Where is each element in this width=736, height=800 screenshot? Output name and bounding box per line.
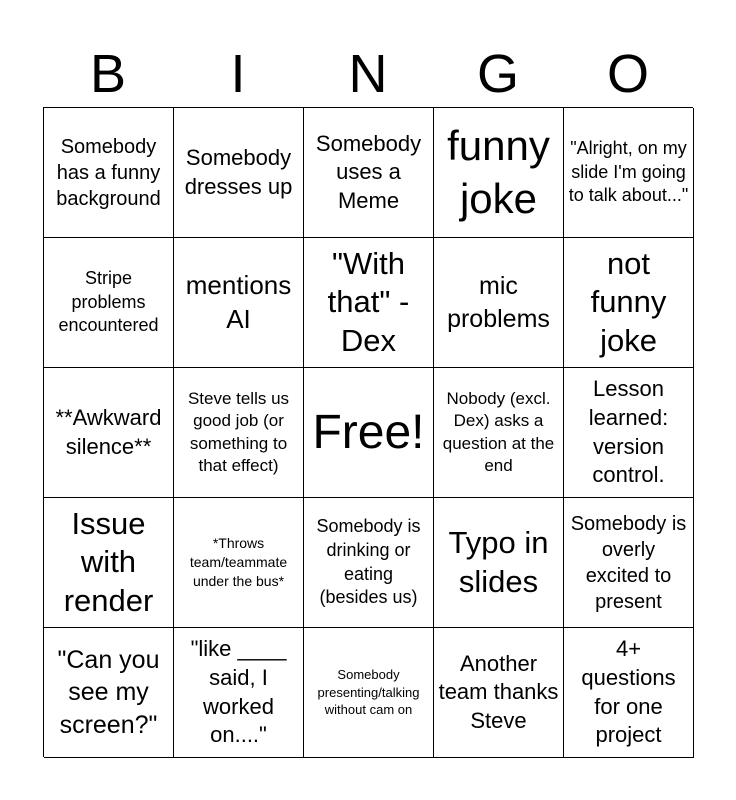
cell-text: Another team thanks Steve [438, 650, 559, 733]
bingo-cell-o2[interactable] [564, 238, 694, 368]
bingo-cell-b2[interactable] [44, 238, 174, 368]
bingo-cell-g2[interactable] [434, 238, 564, 368]
bingo-cell-g1[interactable] [434, 108, 564, 238]
cell-text: "Alright, on my slide I'm going to talk about..." [568, 137, 689, 206]
cell-text: Steve tells us good job (or something to that effect) [187, 388, 290, 475]
bingo-cell-n4[interactable] [304, 498, 434, 628]
bingo-cell-n5[interactable] [304, 628, 434, 758]
cell-text: Somebody is drinking or eating (besides us) [316, 516, 421, 608]
bingo-cell-i4[interactable] [174, 498, 304, 628]
bingo-cell-n3[interactable] [304, 368, 434, 498]
bingo-cell-b5[interactable] [44, 628, 174, 758]
free-space: Free! [312, 405, 425, 459]
bingo-cell-b4[interactable] [44, 498, 174, 628]
header-letter-i: I [230, 44, 246, 104]
cell-text: Typo in slides [448, 525, 549, 599]
bingo-cell-i5[interactable] [174, 628, 304, 758]
bingo-cell-o4[interactable] [564, 498, 694, 628]
bingo-cell-i1[interactable] [174, 108, 304, 238]
bingo-cell-n1[interactable] [304, 108, 434, 238]
cell-text: Somebody presenting/talking without cam on [317, 667, 420, 718]
cell-text: Stripe problems encountered [58, 267, 159, 336]
cell-text: Somebody uses a Meme [315, 130, 422, 213]
header-letter-n: N [348, 44, 388, 104]
cell-text: Nobody (excl. Dex) asks a question at the end [442, 388, 555, 475]
cell-text: mic problems [447, 272, 550, 333]
cell-text: not funny joke [590, 246, 667, 358]
header-letter-o: O [606, 44, 649, 104]
bingo-cell-g5[interactable] [434, 628, 564, 758]
header-letter-b: B [89, 44, 127, 104]
bingo-cell-g4[interactable] [434, 498, 564, 628]
bingo-cell-b1[interactable] [44, 108, 174, 238]
bingo-cell-o5[interactable] [564, 628, 694, 758]
bingo-header [43, 40, 693, 108]
bingo-cell-n2[interactable] [304, 238, 434, 368]
cell-text: Issue with render [63, 506, 154, 618]
cell-text: "like ____ said, I worked on...." [190, 636, 287, 748]
cell-text: mentions AI [185, 269, 292, 334]
cell-text: Somebody has a funny background [56, 135, 161, 210]
bingo-card [43, 107, 693, 757]
cell-text: "Can you see my screen?" [57, 645, 160, 739]
cell-text: Somebody dresses up [184, 144, 293, 199]
bingo-cell-g3[interactable] [434, 368, 564, 498]
bingo-cell-i3[interactable] [174, 368, 304, 498]
bingo-cell-b3[interactable] [44, 368, 174, 498]
header-letter-g: G [476, 44, 519, 104]
bingo-cell-o1[interactable] [564, 108, 694, 238]
cell-text: 4+ questions for one project [581, 636, 676, 748]
bingo-cell-i2[interactable] [174, 238, 304, 368]
cell-text: **Awkward silence** [55, 404, 162, 459]
cell-text: Lesson learned: version control. [588, 376, 669, 488]
cell-text: Somebody is overly excited to present [570, 512, 687, 613]
cell-text: *Throws team/teammate under the bus* [189, 534, 288, 590]
cell-text: funny joke [447, 122, 550, 222]
cell-text: "With that" - Dex [327, 246, 410, 358]
bingo-cell-o3[interactable] [564, 368, 694, 498]
